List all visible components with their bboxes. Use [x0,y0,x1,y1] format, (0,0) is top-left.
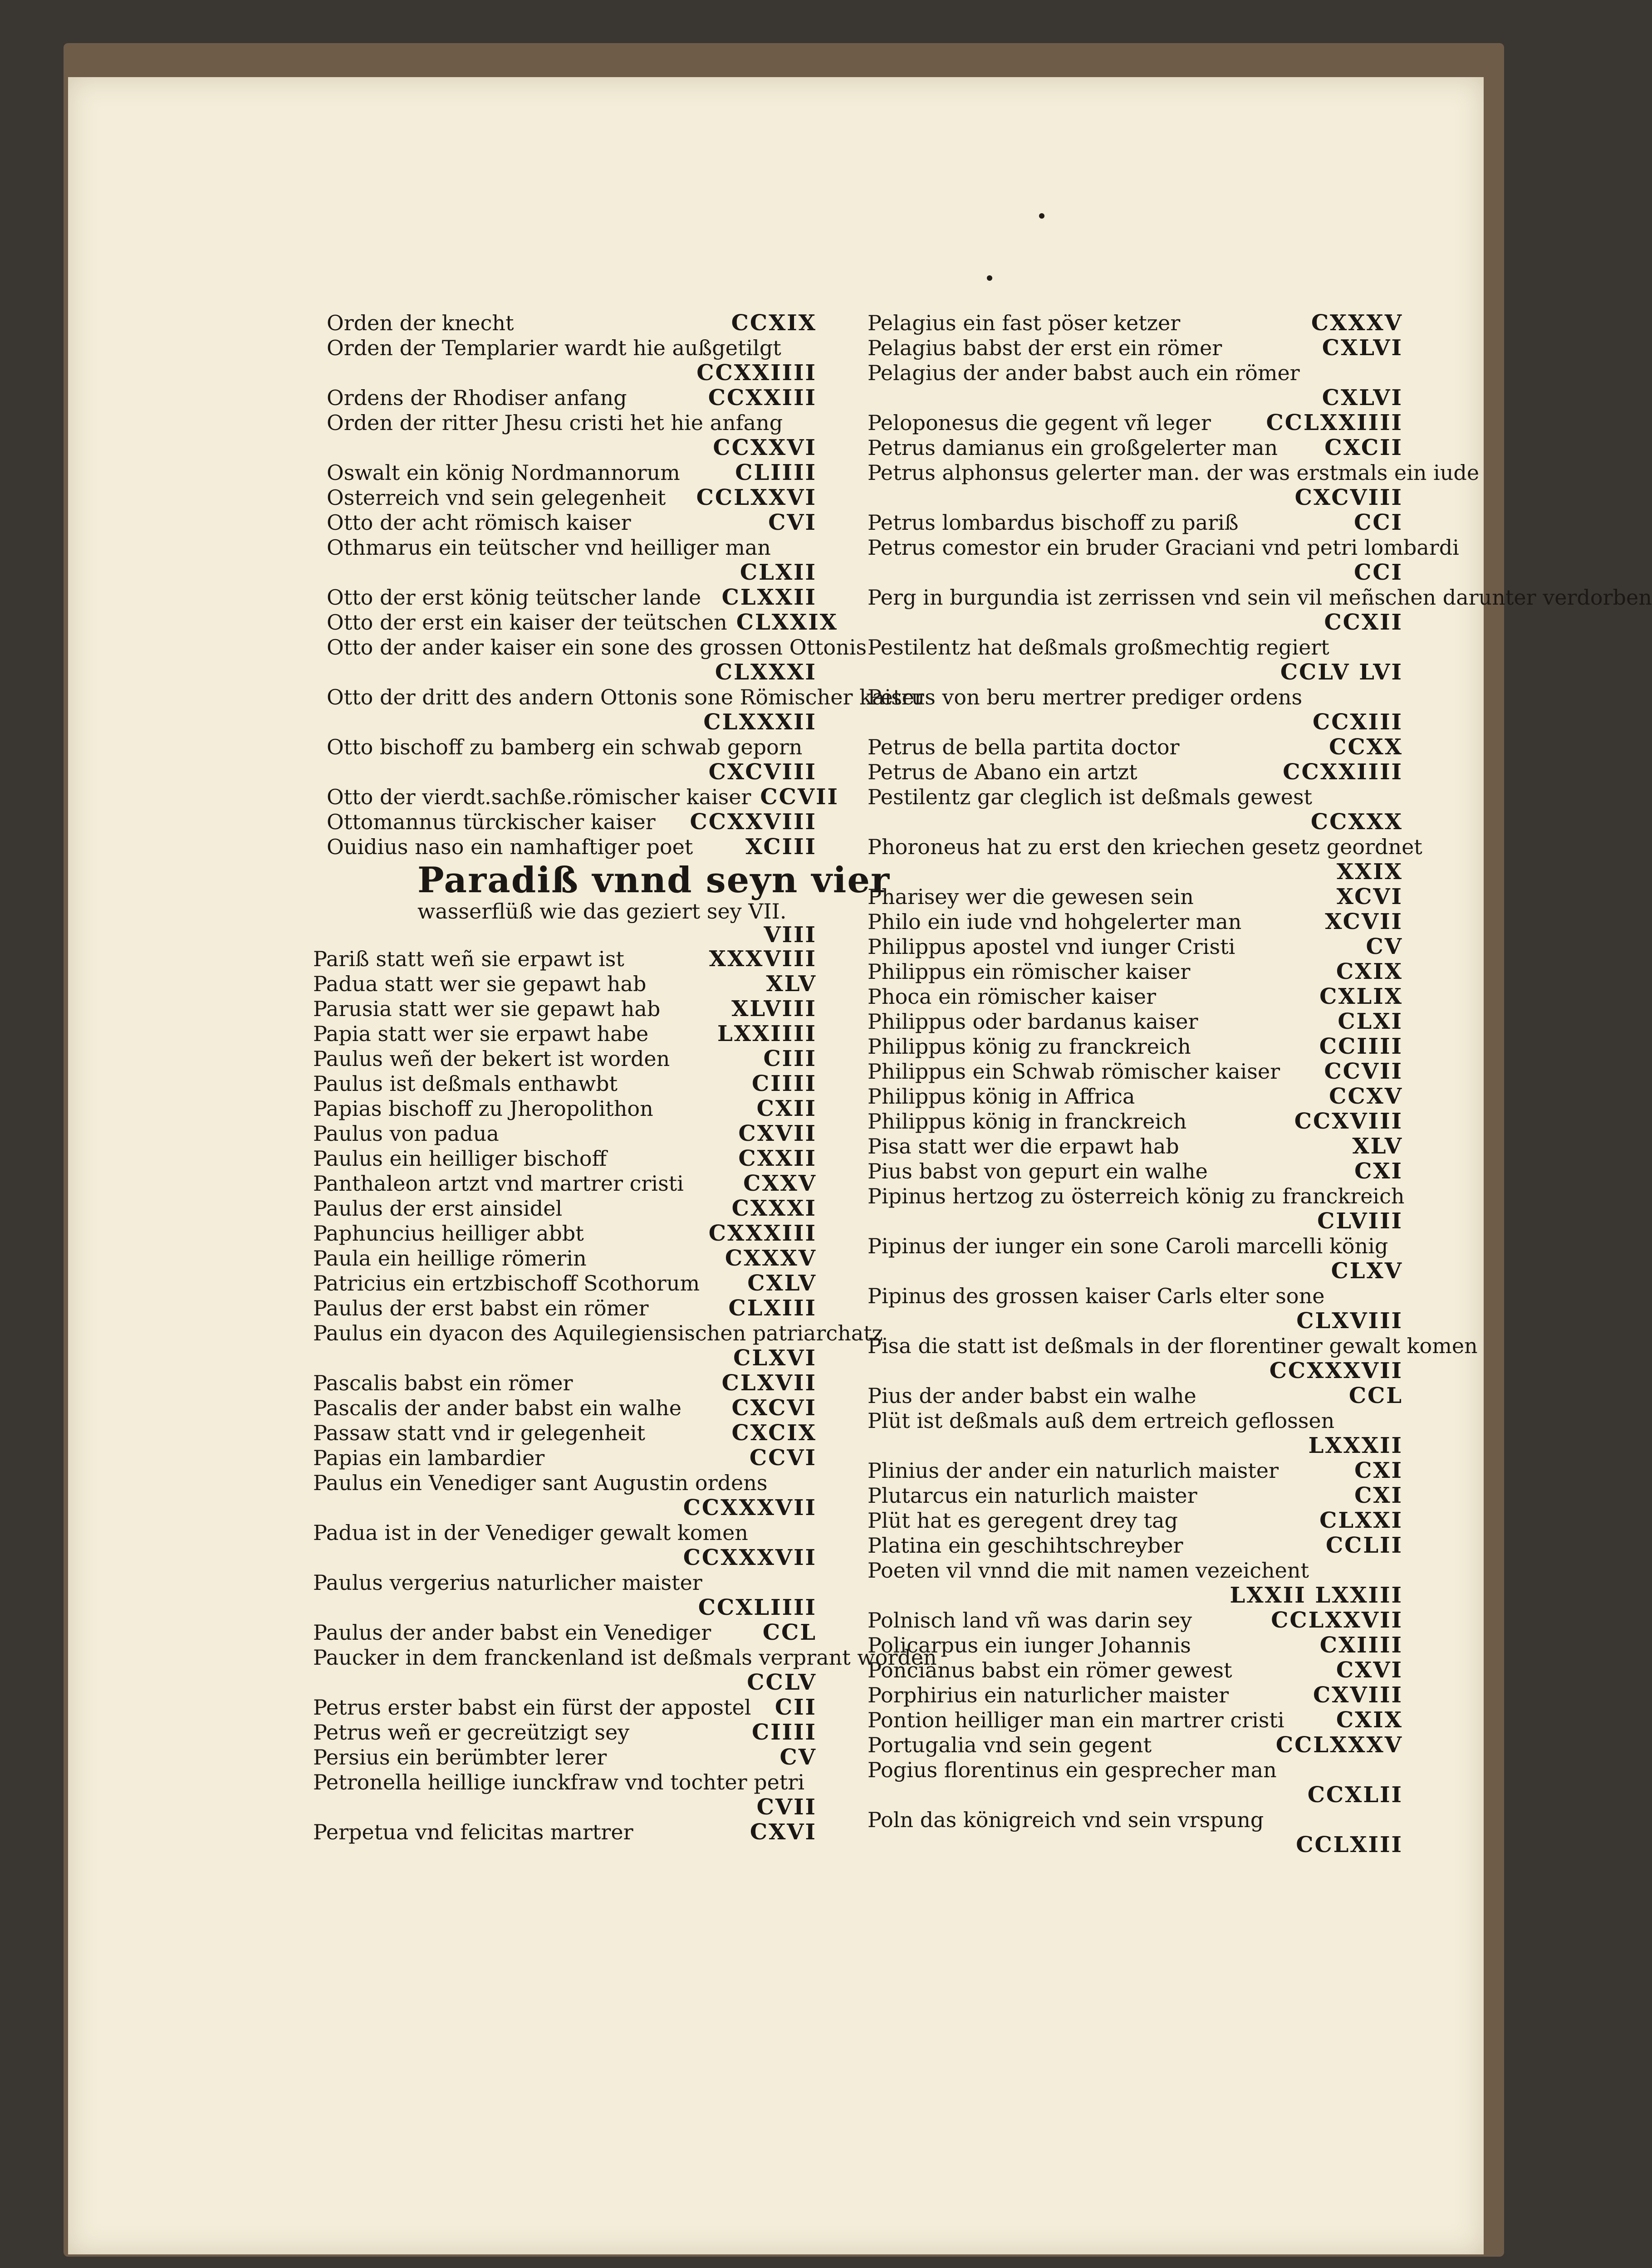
index-entry: Petrus de Abano ein artzt CCXXIIII [868,759,1403,785]
index-entry: Otto der erst könig teütscher lande CLXXII [327,585,817,610]
index-entry: Otto der erst ein kaiser der teütschen CLXXIX [327,610,838,635]
index-column-left [313,310,937,1845]
index-entry: Otto der dritt des andern Ottonis sone Römischer kaiser CLXXXII [327,685,924,735]
index-entry: Orden der Templarier wardt hie außgetilgt CCXXIIII [327,336,817,386]
index-entry: Plüt ist deßmals auß dem ertreich geflossen LXXXII [868,1408,1403,1458]
index-entry: Petronella heillige iunckfraw vnd tochter petri CVII [313,1770,817,1820]
index-entry: Panthaleon artzt vnd martrer cristi CXXV [313,1171,817,1196]
index-entry: Pipinus des grossen kaiser Carls elter sone CLXVIII [868,1284,1403,1334]
index-entry: Pariß statt weñ sie erpawt ist XXXVIII [313,946,817,972]
index-entry: Perg in burgundia ist zerrissen vnd sein vil meñschen darunter verdorben CCXII [868,585,1652,635]
index-entry: Philippus apostel vnd iunger Cristi CV [868,934,1403,959]
index-entry: Paulus ein heilliger bischoff CXXII [313,1146,817,1171]
index-entry: Paulus ist deßmals enthawbt CIIII [313,1071,817,1096]
index-entry: Pascalis der ander babst ein walhe CXCVI [313,1395,817,1421]
index-entry: Papia statt wer sie erpawt habe LXXIIII [313,1021,817,1046]
index-entry: Padua ist in der Venediger gewalt komen CCXXXVII [313,1520,817,1570]
index-entry: Petrus damianus ein großgelerter man CXCII [868,435,1403,460]
index-entry: Ottomannus türckischer kaiser CCXXVIII [327,809,817,835]
index-entry: Petrus von beru mertrer prediger ordens CCXIII [868,685,1403,735]
index-entry: Philippus könig zu franckreich CCIIII [868,1034,1403,1059]
heading-title: Paradiß vnnd seyn vier [417,860,891,901]
index-entry: Otto bischoff zu bamberg ein schwab geporn CXCVIII [327,735,817,785]
index-entry: Philippus könig in franckreich CCXVIII [868,1109,1403,1134]
section-heading [327,860,891,948]
index-entry: Paucker in dem franckenland ist deßmals verprant worden CCLV [313,1645,937,1695]
index-entry: Petrus weñ er gecreützigt sey CIIII [313,1720,817,1745]
index-entry: Paulus der erst ainsidel CXXXI [313,1196,817,1221]
index-entry: Poln das königreich vnd sein vrspung CCLXIII [868,1808,1403,1857]
index-entry: Philo ein iude vnd hohgelerter man XCVII [868,909,1403,934]
index-entry: Papias ein lambardier CCVI [313,1445,817,1471]
index-entry: Petrus alphonsus gelerter man. der was erstmals ein iude CXCVIII [868,460,1480,510]
index-entry: Paulus der ander babst ein Venediger CCL [313,1620,817,1645]
index-entry: Otto der vierdt.sachße.römischer kaiser CCVII [327,784,839,810]
index-entry: Pius der ander babst ein walhe CCL [868,1383,1403,1408]
index-entry: Policarpus ein iunger Johannis CXIIII [868,1633,1403,1658]
heading-subtitle: wasserflüß wie das geziert sey VII. [417,899,787,924]
index-entry: Papias bischoff zu Jheropolithon CXII [313,1096,817,1121]
index-entry: Pelagius ein fast pöser ketzer CXXXV [868,310,1403,336]
index-entry: Paulus von padua CXVII [313,1121,817,1146]
index-entry: Paula ein heillige römerin CXXXV [313,1246,817,1271]
p-entries [313,946,937,1845]
index-entry: Pisa statt wer die erpawt hab XLV [868,1134,1403,1159]
index-entry: Philippus könig in Affrica CCXV [868,1084,1403,1109]
index-entry: Pipinus der iunger ein sone Caroli marcelli könig CLXV [868,1234,1403,1284]
index-entry: Plüt hat es geregent drey tag CLXXI [868,1508,1403,1533]
index-entry: Patricius ein ertzbischoff Scothorum CXLV [313,1271,817,1296]
index-entry: Polnisch land vñ was darin sey CCLXXVII [868,1608,1403,1633]
ink-speck [987,275,992,281]
index-entry: Pontion heilliger man ein martrer cristi CXIX [868,1707,1403,1733]
index-entry: Portugalia vnd sein gegent CCLXXXV [868,1732,1403,1758]
index-entry: Passaw statt vnd ir gelegenheit CXCIX [313,1420,817,1446]
index-entry: Petrus comestor ein bruder Graciani vnd petri lombardi CCI [868,535,1459,585]
index-entry: Platina ein geschihtschreyber CCLII [868,1533,1403,1558]
index-entry: Paulus ein Venediger sant Augustin ordens CCXXXVII [313,1471,817,1520]
index-entry: Otto der ander kaiser ein sone des grossen Ottonis CLXXXI [327,635,867,685]
index-entry: Orden der knecht CCXIX [327,310,817,336]
index-entry: Pipinus hertzog zu österreich könig zu franckreich CLVIII [868,1184,1405,1234]
index-entry: Oswalt ein könig Nordmannorum CLIIII [327,460,817,485]
index-entry: Phoroneus hat zu erst den kriechen gesetz geordnet XXIX [868,835,1422,885]
index-entry: Osterreich vnd sein gelegenheit CCLXXVI [327,485,817,510]
index-entry: Porphirius ein naturlicher maister CXVIII [868,1682,1403,1708]
index-entry: Phoca ein römischer kaiser CXLIX [868,984,1403,1009]
index-entry: Orden der ritter Jhesu cristi het hie anfang CCXXVI [327,411,817,460]
index-entry: Pogius florentinus ein gesprecher man CCXLII [868,1758,1403,1808]
index-entry: Pisa die statt ist deßmals in der florentiner gewalt komen CCXXXVII [868,1334,1478,1383]
index-entry: Philippus oder bardanus kaiser CLXI [868,1009,1403,1034]
index-entry: Paulus der erst babst ein römer CLXIII [313,1295,817,1321]
index-entry: Plinius der ander ein naturlich maister CXI [868,1458,1403,1483]
index-entry: Philippus ein Schwab römischer kaiser CCVII [868,1059,1403,1084]
index-entry: Ouidius naso ein namhaftiger poet XCIII [327,834,817,860]
ink-speck [1039,213,1044,219]
index-entry: Paulus ein dyacon des Aquilegiensischen patriarchatz CLXVI [313,1321,883,1371]
index-entry: Pius babst von gepurt ein walhe CXI [868,1158,1403,1184]
index-column-right [868,310,1652,1857]
index-entry: Pestilentz hat deßmals großmechtig regiert CCLV LVI [868,635,1403,685]
index-entry: Petrus lombardus bischoff zu pariß CCI [868,510,1403,535]
index-entry: Pelagius babst der erst ein römer CXLVI [868,335,1403,361]
index-entry: Poeten vil vnnd die mit namen vezeichent LXXII LXXIII [868,1558,1403,1608]
index-entry: Poncianus babst ein römer gewest CXVI [868,1657,1403,1683]
index-entry: Persius ein berümbter lerer CV [313,1745,817,1770]
index-entry: Pestilentz gar cleglich ist deßmals gewest CCXXX [868,785,1403,835]
index-entry: Plutarcus ein naturlich maister CXI [868,1483,1403,1508]
index-entry: Parusia statt wer sie gepawt hab XLVIII [313,996,817,1022]
index-entry: Paulus weñ der bekert ist worden CIII [313,1046,817,1071]
index-entry: Peloponesus die gegent vñ leger CCLXXIIII [868,410,1403,435]
o-entries [327,310,924,860]
index-entry: Perpetua vnd felicitas martrer CXVI [313,1819,817,1845]
index-entry: Pelagius der ander babst auch ein römer CXLVI [868,361,1403,411]
index-entry: Petrus erster babst ein fürst der appostel CII [313,1695,817,1720]
index-entry: Paphuncius heilliger abbt CXXXIII [313,1221,817,1246]
index-entry: Petrus de bella partita doctor CCXX [868,734,1403,760]
heading-number: VIII [764,922,817,948]
index-entry: Ordens der Rhodiser anfang CCXXIII [327,385,817,411]
index-entry: Padua statt wer sie gepawt hab XLV [313,971,817,997]
index-entry: Otto der acht römisch kaiser CVI [327,510,817,535]
index-entry: Pharisey wer die gewesen sein XCVI [868,884,1403,909]
index-entry: Philippus ein römischer kaiser CXIX [868,959,1403,984]
index-entry: Othmarus ein teütscher vnd heilliger man CLXII [327,535,817,585]
index-entry: Pascalis babst ein römer CLXVII [313,1370,817,1396]
index-entry: Paulus vergerius naturlicher maister CCXLIIII [313,1570,817,1620]
